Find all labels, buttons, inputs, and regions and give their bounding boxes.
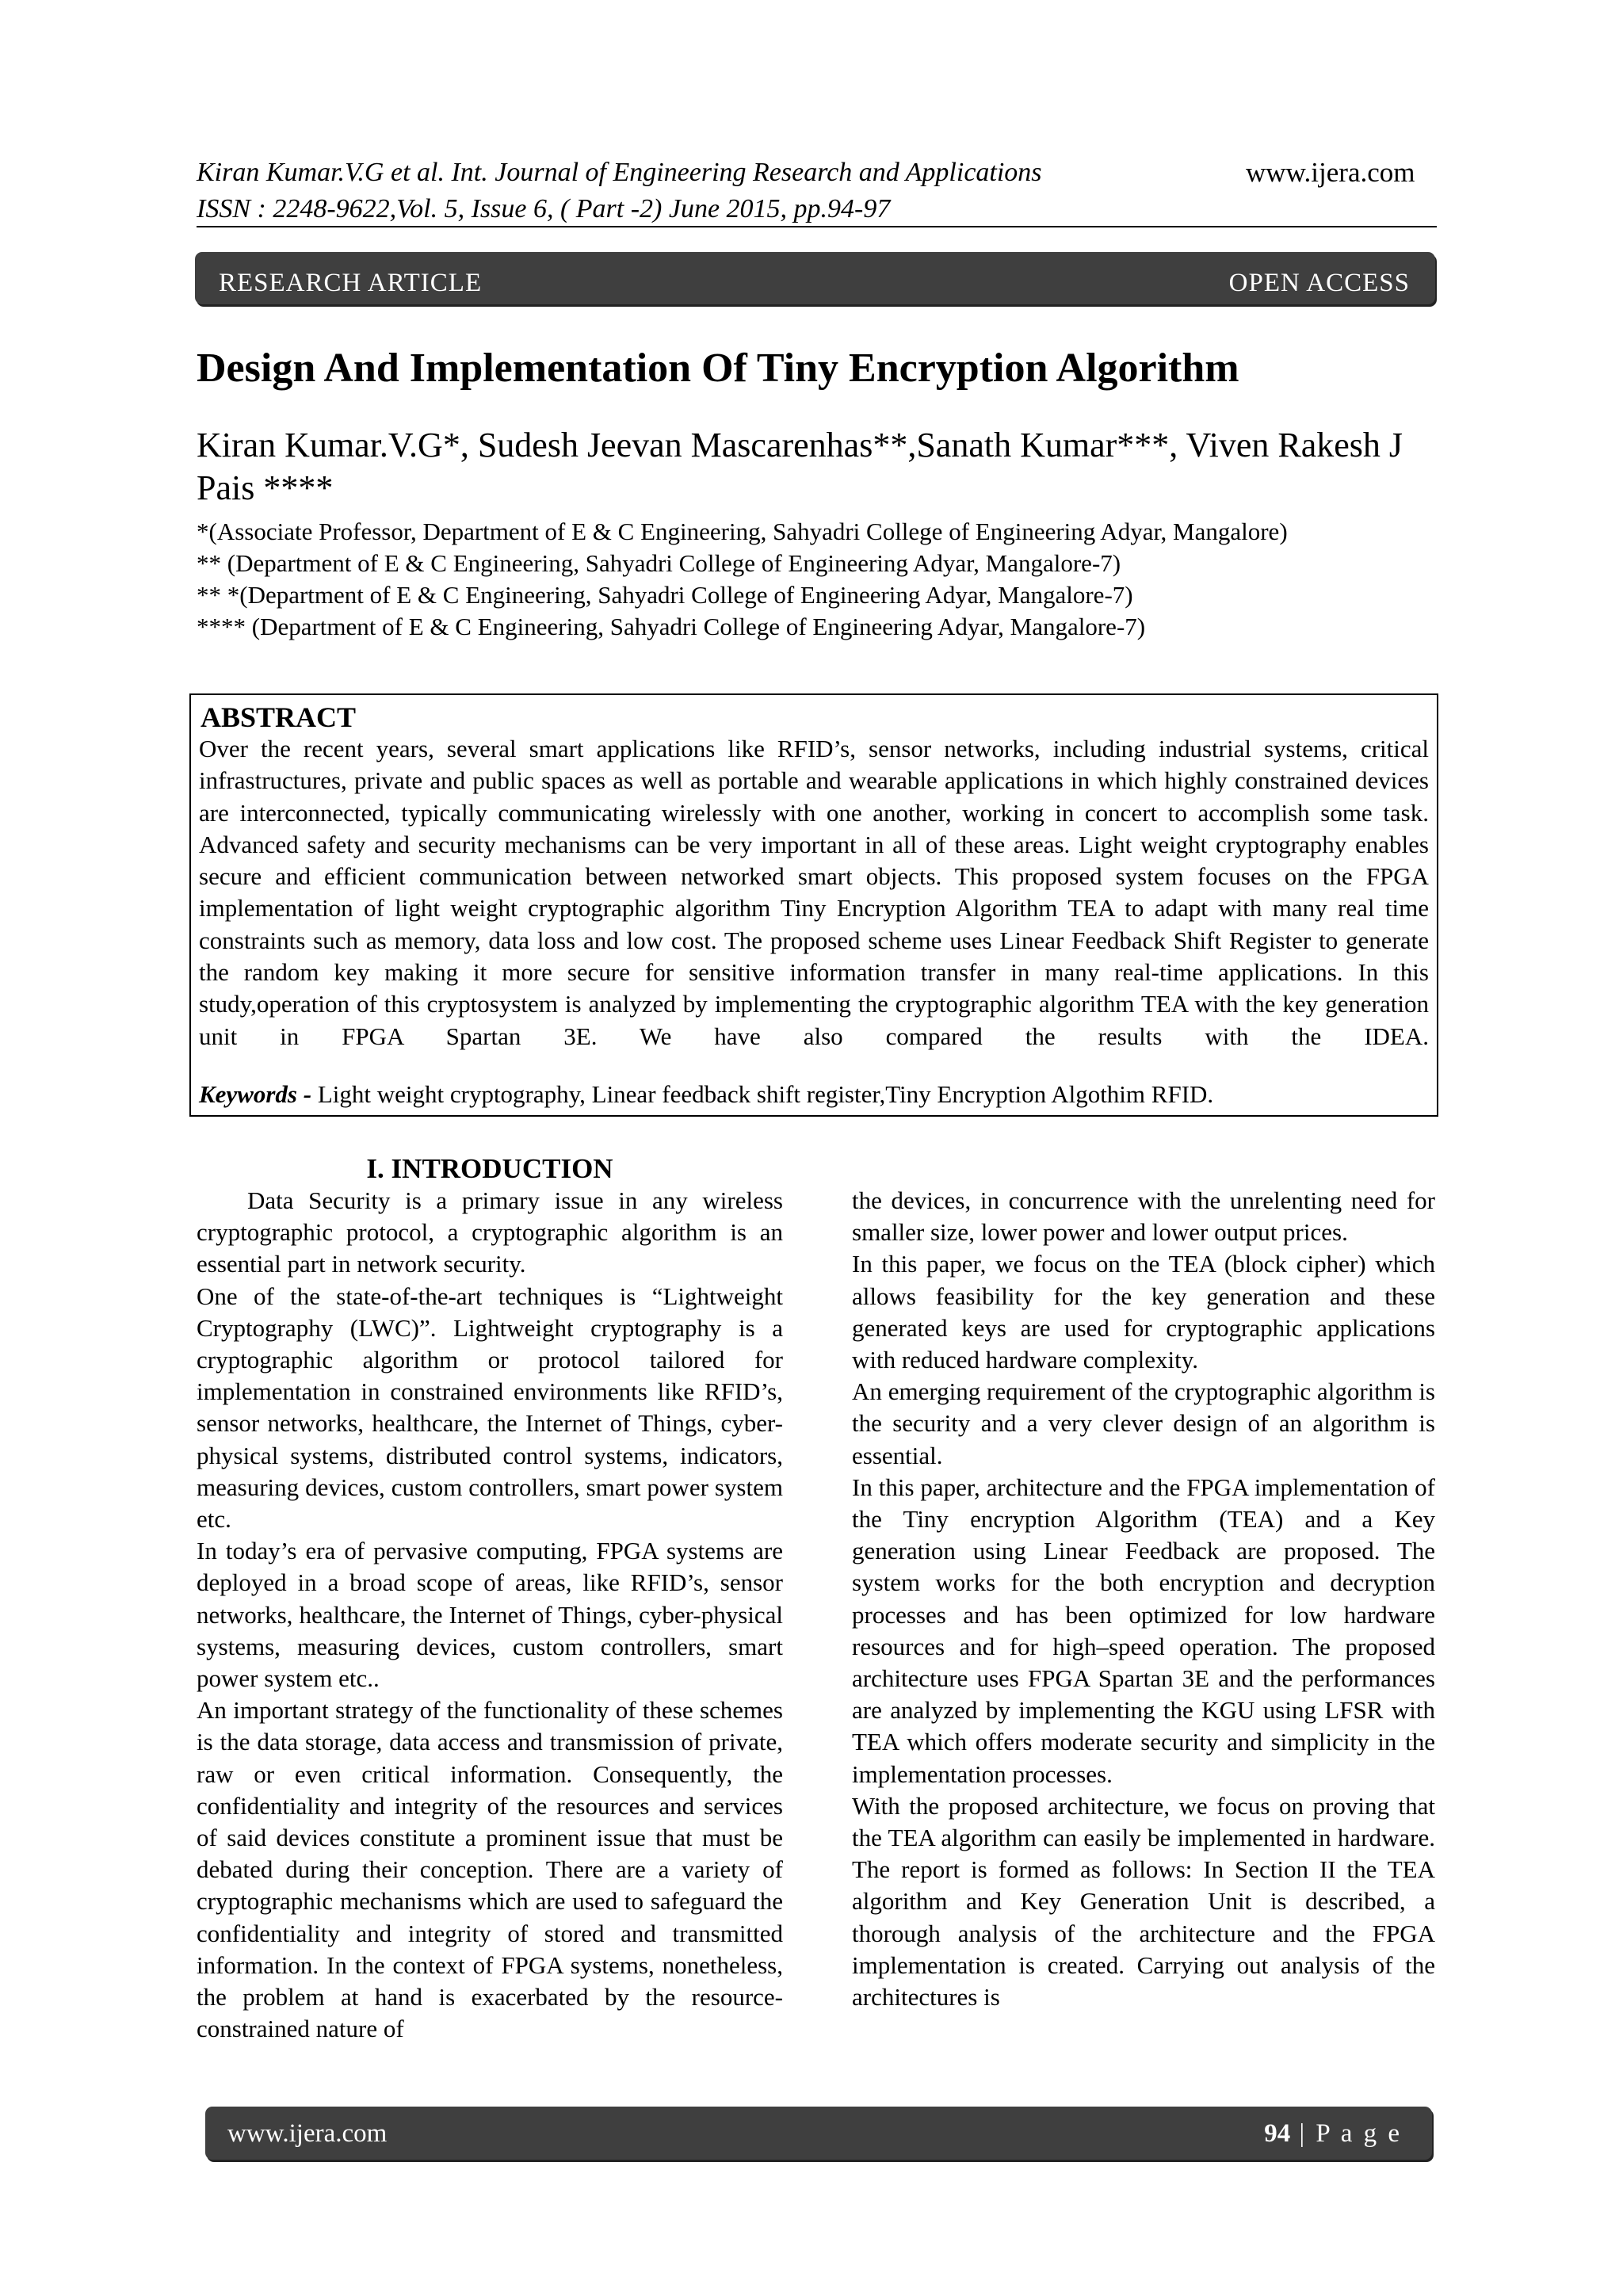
header-citation: Kiran Kumar.V.G et al. Int. Journal of Engineering Research and Applications (197, 158, 1042, 187)
paragraph: An emerging requirement of the cryptographic algorithm is the security and a very clever design of an algorithm is essential. (852, 1377, 1435, 1469)
paper-title: Design And Implementation Of Tiny Encryption Algorithm (197, 346, 1239, 391)
keywords-label: Keywords - (199, 1080, 312, 1108)
paragraph: the devices, in concurrence with the unrelenting need for smaller size, lower power and lower output prices. (852, 1186, 1435, 1247)
header-website-link[interactable]: www.ijera.com (1246, 157, 1415, 188)
affiliation-2: ** (Department of E & C Engineering, Sahyadri College of Engineering Adyar, Mangalore-7) (197, 549, 1121, 577)
research-article-label: RESEARCH ARTICLE (219, 269, 483, 297)
affiliation-4: **** (Department of E & C Engineering, Sahyadri College of Engineering Adyar, Mangalore-7) (197, 613, 1146, 640)
keywords-line (199, 1079, 1213, 1110)
paragraph: With the proposed architecture, we focus on proving that the TEA algorithm can easily be implemented in hardware. The report is formed as follows: In Section II the TEA algorithm and Key Generation Unit is described, a thorough analysis of the architecture and the FPGA implementation is created. Carrying out analysis of the architectures is (852, 1791, 1435, 2011)
footer-website-link[interactable]: www.ijera.com (227, 2119, 388, 2148)
page-label: | P a g e (1290, 2119, 1402, 2148)
abstract-box (189, 693, 1438, 1117)
header-rule (197, 226, 1437, 227)
body-column-left (197, 1185, 783, 2045)
footer-page-number (1264, 2119, 1402, 2148)
open-access-label: OPEN ACCESS (1228, 269, 1410, 297)
abstract-heading: ABSTRACT (200, 701, 357, 733)
paragraph: In this paper, architecture and the FPGA implementation of the Tiny encryption Algorithm (TEA) and a Key generation using Linear Feedback are proposed. The system works for the both encryption and decryption processes and has been optimized for low hardware resources and for high–speed operation. The proposed architecture uses FPGA Spartan 3E and the performances are analyzed by implementing the KGU using LFSR with TEA which offers moderate security and simplicity in the implementation processes. (852, 1473, 1435, 1788)
paragraph: Data Security is a primary issue in any wireless cryptographic protocol, a cryptographic algorithm is an essential part in network security. (197, 1186, 783, 1278)
header-issn: ISSN : 2248-9622,Vol. 5, Issue 6, ( Part -2) June 2015, pp.94-97 (197, 194, 891, 223)
keywords-text: Light weight cryptography, Linear feedback shift register,Tiny Encryption Algothim RFID. (317, 1080, 1214, 1108)
page-number: 94 (1264, 2119, 1291, 2148)
abstract-text: Over the recent years, several smart applications like RFID’s, sensor networks, including industrial systems, critical infrastructures, private and public spaces as well as portable and wearable applications in which highly constrained devices are interconnected, typically communicating wirelessly with one another, working in concert to accomplish some task. Advanced safety and security mechanisms can be very important in all of these areas. Light weight cryptography enables secure and efficient communication between networked smart objects. This proposed system focuses on the FPGA implementation of light weight cryptographic algorithm Tiny Encryption Algorithm TEA to adapt with many real time constraints such as memory, data loss and low cost. The proposed scheme uses Linear Feedback Shift Register to generate the random key making it more secure for sensitive information transfer in many real-time applications. In this study,operation of this cryptosystem is analyzed by implementing the cryptographic algorithm TEA with the key generation unit in FPGA Spartan 3E. We have also compared the results with the IDEA. (199, 735, 1429, 1050)
affiliation-1: *(Associate Professor, Department of E & C Engineering, Sahyadri College of Engineering Adyar, Mangalore) (197, 518, 1288, 545)
section-heading-introduction: I. INTRODUCTION (366, 1153, 613, 1184)
affiliation-3: ** *(Department of E & C Engineering, Sahyadri College of Engineering Adyar, Mangalore-7) (197, 581, 1133, 609)
article-type-banner (195, 252, 1435, 304)
author-list: Kiran Kumar.V.G*, Sudesh Jeevan Mascarenhas**,Sanath Kumar***, Viven Rakesh J Pais **** (197, 426, 1403, 507)
page-footer (205, 2107, 1432, 2160)
paragraph: One of the state-of-the-art techniques is “Lightweight Cryptography (LWC)”. Lightweight cryptography is a cryptographic algorithm or protocol tailored for implementation in constrained environments like RFID’s, sensor networks, healthcare, the Internet of Things, cyber-physical systems, distributed control systems, indicators, measuring devices, custom controllers, smart power system etc. (197, 1282, 783, 1534)
body-column-right (852, 1185, 1435, 2013)
paragraph: In today’s era of pervasive computing, FPGA systems are deployed in a broad scope of areas, like RFID’s, sensor networks, healthcare, the Internet of Things, cyber-physical systems, measuring devices, custom controllers, smart power system etc.. (197, 1537, 783, 1693)
paragraph: In this paper, we focus on the TEA (block cipher) which allows feasibility for the key generation and these generated keys are used for cryptographic applications with reduced hardware complexity. (852, 1250, 1435, 1374)
paragraph: An important strategy of the functionality of these schemes is the data storage, data access and transmission of private, raw or even critical information. Consequently, the confidentiality and integrity of the resources and services of said devices constitute a prominent issue that must be debated during their conception. There are a variety of cryptographic mechanisms which are used to safeguard the confidentiality and integrity of stored and transmitted information. In the context of FPGA systems, nonetheless, the problem at hand is exacerbated by the resource-constrained nature of (197, 1696, 783, 2043)
